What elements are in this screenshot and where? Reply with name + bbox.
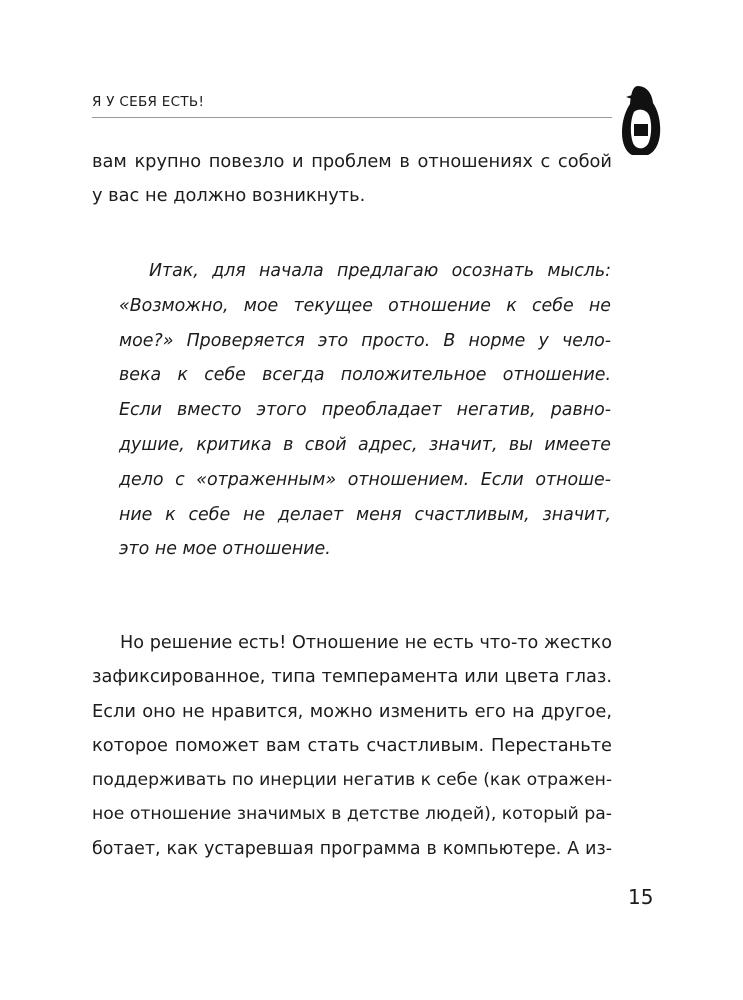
text-line: поддерживать по инерции негатив к себе (как отражен- xyxy=(92,770,613,791)
text-line: которое поможет вам стать счастливым. Перестаньте xyxy=(92,734,612,756)
paragraph-2 xyxy=(92,626,612,866)
quote-line: дело с «отраженным» отношением. Если отноше- xyxy=(119,469,611,490)
text-line: Если оно не нравится, можно изменить его на другое, xyxy=(92,700,612,722)
quote-line: душие, критика в свой адрес, значит, вы имеете xyxy=(119,434,611,455)
paragraph-1 xyxy=(92,145,612,214)
text-line: у вас не должно возникнуть. xyxy=(92,185,366,207)
quote-line: Итак, для начала предлагаю осознать мысль: xyxy=(149,261,611,281)
italic-quote-block xyxy=(119,254,611,567)
text-line: ботает, как устаревшая программа в компьютере. А из- xyxy=(92,838,612,859)
text-line: вам крупно повезло и проблем в отношениях с собой xyxy=(92,151,612,172)
page-number: 15 xyxy=(628,885,654,909)
quote-line: «Возможно, мое текущее отношение к себе не xyxy=(119,295,611,316)
quote-line: века к себе всегда положительное отношение. xyxy=(119,365,611,386)
text-line: ное отношение значимых в детстве людей), который ра- xyxy=(92,804,612,825)
text-line: зафиксированное, типа темперамента или цвета глаз. xyxy=(92,666,612,688)
quote-line: Если вместо этого преобладает негатив, равно- xyxy=(119,400,611,421)
text-line: Но решение есть! Отношение не есть что-то жестко xyxy=(120,633,612,653)
quote-line: это не мое отношение. xyxy=(119,539,331,560)
penguin-logo-icon xyxy=(620,84,662,156)
quote-line: ние к себе не делает меня счастливым, значит, xyxy=(119,504,611,525)
header-rule xyxy=(92,117,612,118)
quote-line: мое?» Проверяется это просто. В норме у чело- xyxy=(119,330,611,351)
running-head-title: Я У СЕБЯ ЕСТЬ! xyxy=(92,94,205,110)
